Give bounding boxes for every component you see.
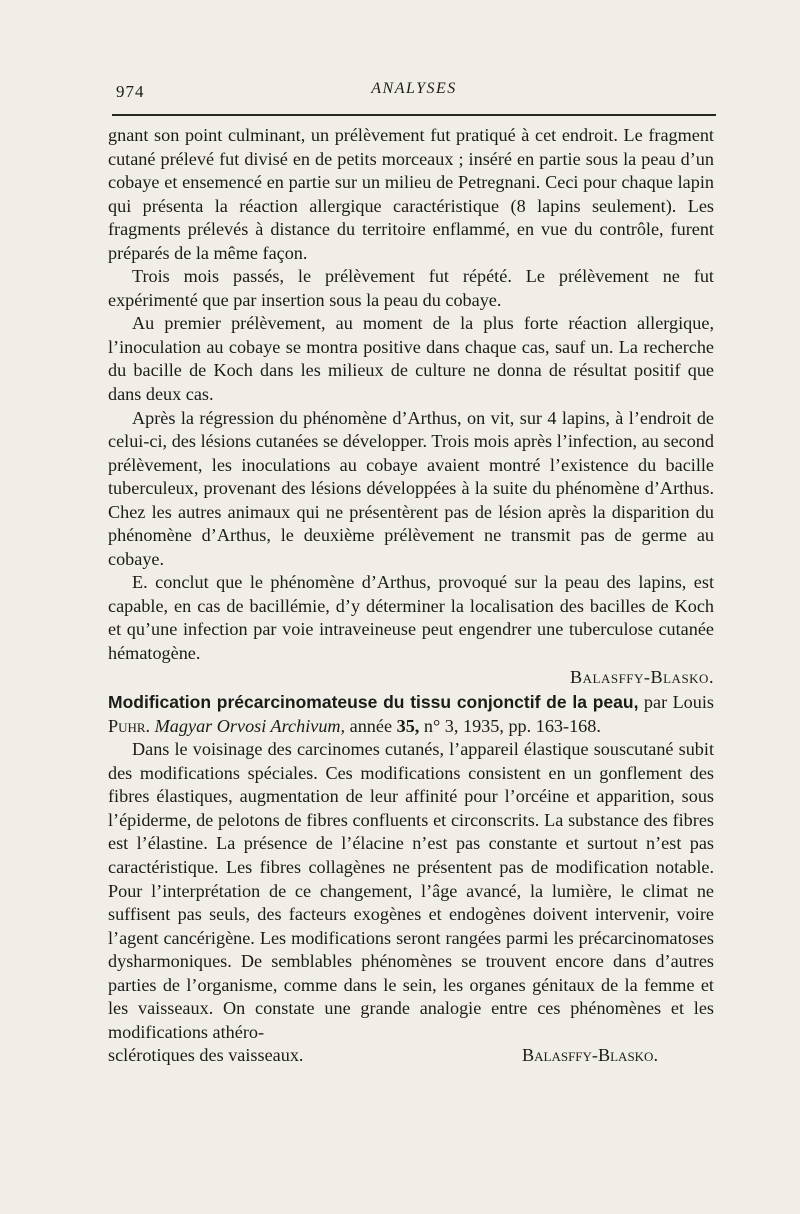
closing-line	[108, 1044, 714, 1068]
journal-name: Magyar Orvosi Archivum,	[154, 715, 346, 736]
page-number: 974	[116, 82, 145, 101]
paragraph: gnant son point culminant, un prélèvement fut pratiqué à cet endroit. Le fragment cutané prélevé fut divisé en de petits morceaux ; inséré en partie sous la peau d’un cobaye et ensemencé en partie sur un milieu de Petregnani. Ceci pour chaque lapin qui présenta la réaction allergique caractéristique (8 lapins seulement). Les fragments prélevés à distance du territoire enflammé, en vue du contrôle, furent préparés de la même façon.	[108, 125, 714, 263]
volume-number: 35,	[396, 715, 420, 736]
article-author: Puhr.	[108, 715, 151, 736]
closing-text: sclérotiques des vaisseaux.	[108, 1045, 304, 1066]
paragraph: Au premier prélèvement, au moment de la plus forte réaction allergique, l’inoculation au cobaye se montra positive dans chaque cas, sauf un. La recherche du bacille de Koch dans les milieux de culture ne donna de résultat positif que dans deux cas.	[108, 313, 714, 405]
paragraph: Dans le voisinage des carcinomes cutanés, l’appareil élastique souscutané subit des modifications spéciales. Ces modifications consistent en un gonflement des fibres élastiques, augmentation de leur affinité pour l’orcéine et apparition, sous l’épiderme, de pelotons de fibres confluents et circonscrits. La substance des fibres est l’élastine. La présence de l’élacine n’est pas constante et surtout n’est pas caractéristique. Les fibres collagènes ne présentent pas de modification notable. Pour l’interprétation de ce changement, l’âge avancé, la lumière, le climat ne suffisent pas seuls, des facteurs exogènes et endogènes doivent intervenir, voire l’agent cancérigène. Les modifications seront rangées parmi les précarcinomatoses dysharmoniques. De semblables phénomènes se trouvent encore dans d’autres parties de l’organisme, comme dans le sein, les organes génitaux de la femme et les vaisseaux. On constate une grande analogie entre ces phénomènes et les modifications athéro-	[108, 739, 714, 1042]
reference-year-label: année	[345, 715, 397, 736]
body-text	[108, 124, 714, 1068]
article-heading	[108, 691, 714, 738]
signature: Balasffy-Blasko.	[570, 666, 714, 687]
paragraph: Trois mois passés, le prélèvement fut répété. Le prélèvement ne fut expérimenté que par insertion sous la peau du cobaye.	[108, 266, 714, 310]
reference-details: n° 3, 1935, pp. 163-168.	[419, 715, 601, 736]
signature: Balasffy-Blasko.	[522, 1045, 658, 1066]
paragraph: Après la régression du phénomène d’Arthus, on vit, sur 4 lapins, à l’endroit de celui-ci, des lésions cutanées se développer. Trois mois après l’infection, au second prélèvement, les inoculations au cobaye avaient montré l’existence du bacille tuberculeux, provenant des lésions développées à la suite du phénomène d’Arthus. Chez les autres animaux qui ne présentèrent pas de lésion après la disparition du phénomène d’Arthus, le deuxième prélèvement ne transmit pas de germe au cobaye.	[108, 407, 714, 569]
running-head: ANALYSES	[371, 80, 457, 97]
paragraph: E. conclut que le phénomène d’Arthus, provoqué sur la peau des lapins, est capable, en cas de bacillémie, d’y déterminer la localisation des bacilles de Koch et qu’une infection par voie intraveineuse peut engendrer une tuberculose cutanée hématogène.	[108, 572, 714, 664]
article-by: par Louis	[638, 692, 715, 713]
page-header	[112, 80, 716, 110]
article-title: Modification précarcinomateuse du tissu conjonctif de la peau,	[108, 692, 639, 713]
header-rule	[112, 114, 716, 116]
